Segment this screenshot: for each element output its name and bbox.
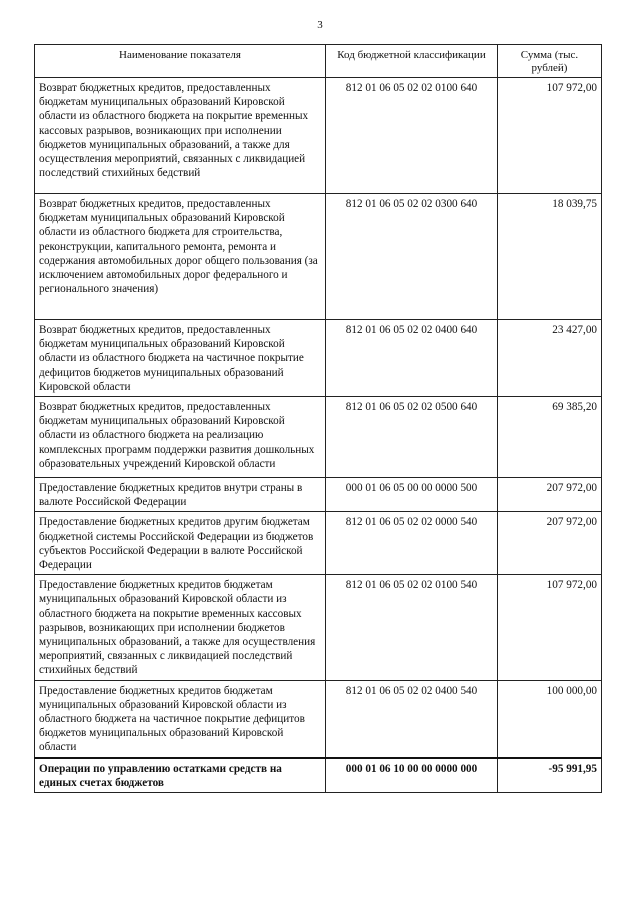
row-sum: 18 039,75 [498,194,602,320]
row-code: 000 01 06 10 00 00 0000 000 [326,758,498,793]
row-code: 812 01 06 05 02 02 0100 540 [326,575,498,680]
row-code: 812 01 06 05 02 02 0500 640 [326,397,498,478]
row-code: 812 01 06 05 02 02 0400 640 [326,320,498,397]
row-name: Возврат бюджетных кредитов, предоставленных бюджетам муниципальных образований Кировской области из областного бюджета для строительства, реконструкции, капитального ремонта, ремонта и содержания автомобильных дорог общего пользования (за исключением автомобильных дорог федерального и регионального значения) [35,194,326,320]
table-row [35,478,602,512]
row-name: Предоставление бюджетных кредитов бюджетам муниципальных образований Кировской области из областного бюджета на частичное покрытие дефицитов бюджетов муниципальных образований Кировской области [35,680,326,758]
row-sum: 207 972,00 [498,512,602,575]
header-code: Код бюджетной классификации [326,45,498,78]
row-code: 000 01 06 05 00 00 0000 500 [326,478,498,512]
header-sum: Сумма (тыс. рублей) [498,45,602,78]
row-sum: 69 385,20 [498,397,602,478]
table-row-total [35,758,602,793]
row-code: 812 01 06 05 02 02 0400 540 [326,680,498,758]
table-row [35,397,602,478]
row-sum: -95 991,95 [498,758,602,793]
row-sum: 207 972,00 [498,478,602,512]
row-code: 812 01 06 05 02 02 0300 640 [326,194,498,320]
row-name: Возврат бюджетных кредитов, предоставленных бюджетам муниципальных образований Кировской области из областного бюджета на покрытие временных кассовых разрывов, возникающих при исполнении бюджетов муниципальных образований, а также для осуществления мероприятий, связанных с ликвидацией последствий стихийных бедствий [35,78,326,194]
row-sum: 107 972,00 [498,575,602,680]
table-row [35,320,602,397]
row-code: 812 01 06 05 02 02 0000 540 [326,512,498,575]
row-code: 812 01 06 05 02 02 0100 640 [326,78,498,194]
page-number: 3 [317,19,323,31]
table-row [35,680,602,758]
row-name: Предоставление бюджетных кредитов внутри страны в валюте Российской Федерации [35,478,326,512]
row-sum: 23 427,00 [498,320,602,397]
row-name: Возврат бюджетных кредитов, предоставленных бюджетам муниципальных образований Кировской области из областного бюджета на частичное покрытие дефицитов бюджетов муниципальных образований Кировской области [35,320,326,397]
row-sum: 100 000,00 [498,680,602,758]
row-sum: 107 972,00 [498,78,602,194]
row-name: Операции по управлению остатками средств на единых счетах бюджетов [35,758,326,793]
budget-table [34,44,602,793]
header-name: Наименование показателя [35,45,326,78]
table-header-row [35,45,602,78]
table-row [35,194,602,320]
row-name: Возврат бюджетных кредитов, предоставленных бюджетам муниципальных образований Кировской области из областного бюджета на реализацию комплексных программ поддержки развития дошкольных образовательных учреждений Кировской области [35,397,326,478]
table-row [35,78,602,194]
row-name: Предоставление бюджетных кредитов другим бюджетам бюджетной системы Российской Федерации из бюджетов субъектов Российской Федерации в валюте Российской Федерации [35,512,326,575]
table-row [35,512,602,575]
table-row [35,575,602,680]
row-name: Предоставление бюджетных кредитов бюджетам муниципальных образований Кировской области из областного бюджета на покрытие временных кассовых разрывов, возникающих при исполнении бюджетов муниципальных образований, а также для осуществления мероприятий, связанных с ликвидацией последствий стихийных бедствий [35,575,326,680]
